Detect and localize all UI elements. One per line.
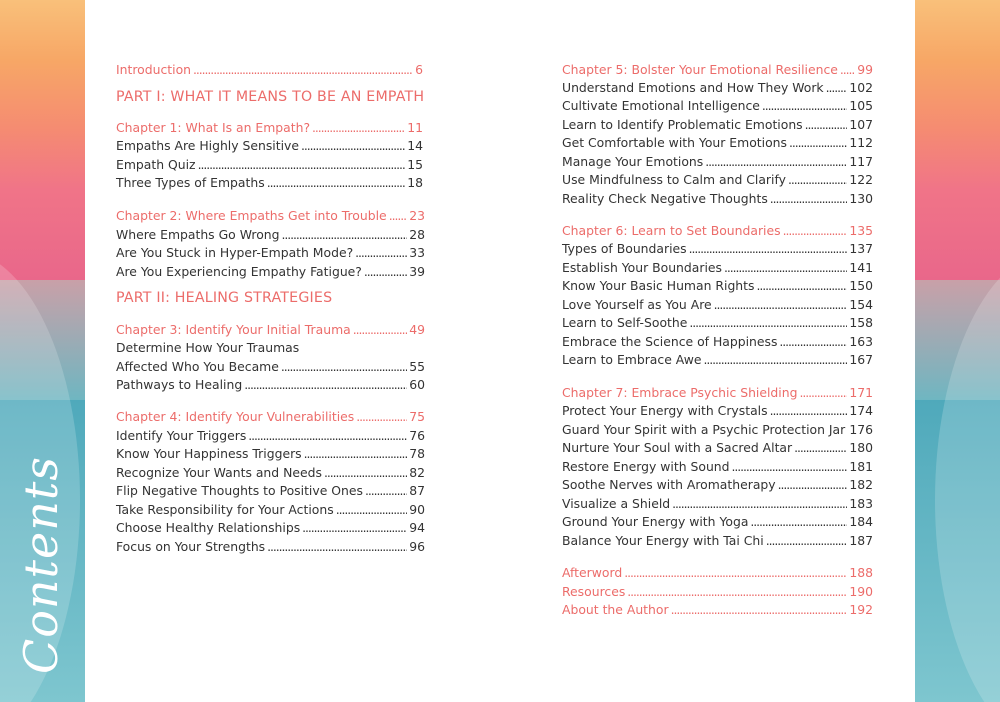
toc-entry[interactable]: Use Mindfulness to Calm and Clarify . . . 122 <box>562 172 873 187</box>
toc-entry[interactable]: Flip Negative Thoughts to Positive Ones . . . 87 <box>116 483 425 498</box>
toc-entry[interactable]: Ground Your Energy with Yoga . . . 184 <box>562 514 873 529</box>
toc-entry[interactable]: Affected Who You Became . . . 55 <box>116 359 425 374</box>
toc-entry[interactable]: Pathways to Healing . . . 60 <box>116 377 425 392</box>
toc-entry[interactable]: Learn to Identify Problematic Emotions . . . 107 <box>562 117 873 132</box>
toc-entry[interactable]: Learn to Embrace Awe . . . 167 <box>562 352 873 367</box>
toc-chapter-4[interactable]: Chapter 4: Identify Your Vulnerabilities . . . 75 <box>116 409 425 424</box>
toc-entry[interactable]: Establish Your Boundaries . . . 141 <box>562 260 873 275</box>
toc-entry-line[interactable]: Determine How Your Traumas <box>116 340 300 355</box>
toc-chapter-5[interactable]: Chapter 5: Bolster Your Emotional Resilience . . . 99 <box>562 62 873 77</box>
toc-entry[interactable]: Are You Stuck in Hyper-Empath Mode? . . . 33 <box>116 245 425 260</box>
toc-chapter-2[interactable]: Chapter 2: Where Empaths Get into Trouble . . . 23 <box>116 208 425 223</box>
toc-entry[interactable]: Take Responsibility for Your Actions . . . 90 <box>116 502 425 517</box>
toc-entry-introduction[interactable]: Introduction . . . 6 <box>116 62 423 77</box>
toc-entry[interactable]: Know Your Basic Human Rights . . . 150 <box>562 278 873 293</box>
toc-entry[interactable]: Visualize a Shield . . . 183 <box>562 496 873 511</box>
toc-entry[interactable]: Are You Experiencing Empathy Fatigue? . . . 39 <box>116 264 425 279</box>
toc-entry[interactable]: Love Yourself as You Are . . . 154 <box>562 297 873 312</box>
part-1-heading: PART I: WHAT IT MEANS TO BE AN EMPATH <box>116 89 425 105</box>
toc-entry[interactable]: Identify Your Triggers . . . 76 <box>116 428 425 443</box>
toc-entry[interactable]: Soothe Nerves with Aromatherapy . . . 182 <box>562 477 873 492</box>
toc-chapter-6[interactable]: Chapter 6: Learn to Set Boundaries . . . 135 <box>562 223 873 238</box>
toc-entry[interactable]: Choose Healthy Relationships . . . 94 <box>116 520 425 535</box>
toc-entry-about-the-author[interactable]: About the Author . . . 192 <box>562 602 873 617</box>
toc-entry[interactable]: Cultivate Emotional Intelligence . . . 105 <box>562 98 873 113</box>
contents-side-label: Contents <box>14 456 68 674</box>
toc-entry[interactable]: Empath Quiz . . . 15 <box>116 157 423 172</box>
toc-entry-resources[interactable]: Resources . . . 190 <box>562 584 873 599</box>
toc-entry[interactable]: Understand Emotions and How They Work . . . 102 <box>562 80 873 95</box>
toc-chapter-3[interactable]: Chapter 3: Identify Your Initial Trauma . . . 49 <box>116 322 425 337</box>
toc-entry[interactable]: Know Your Happiness Triggers . . . 78 <box>116 446 425 461</box>
right-decorative-stripe <box>915 0 1000 702</box>
toc-entry[interactable]: Focus on Your Strengths . . . 96 <box>116 539 425 554</box>
toc-entry[interactable]: Empaths Are Highly Sensitive . . . 14 <box>116 138 423 153</box>
toc-entry[interactable]: Embrace the Science of Happiness . . . 163 <box>562 334 873 349</box>
toc-entry[interactable]: Balance Your Energy with Tai Chi . . . 187 <box>562 533 873 548</box>
toc-chapter-7[interactable]: Chapter 7: Embrace Psychic Shielding . . . 171 <box>562 385 873 400</box>
toc-entry[interactable]: Guard Your Spirit with a Psychic Protection Jar . . . 176 <box>562 422 873 437</box>
toc-entry[interactable]: Where Empaths Go Wrong . . . 28 <box>116 227 425 242</box>
toc-entry[interactable]: Reality Check Negative Thoughts . . . 130 <box>562 191 873 206</box>
toc-entry[interactable]: Restore Energy with Sound . . . 181 <box>562 459 873 474</box>
part-2-heading: PART II: HEALING STRATEGIES <box>116 290 333 306</box>
toc-entry[interactable]: Nurture Your Soul with a Sacred Altar . . . 180 <box>562 440 873 455</box>
toc-entry-afterword[interactable]: Afterword . . . 188 <box>562 565 873 580</box>
toc-entry[interactable]: Types of Boundaries . . . 137 <box>562 241 873 256</box>
toc-entry[interactable]: Protect Your Energy with Crystals . . . 174 <box>562 403 873 418</box>
toc-chapter-1[interactable]: Chapter 1: What Is an Empath? . . . 11 <box>116 120 423 135</box>
toc-entry[interactable]: Manage Your Emotions . . . 117 <box>562 154 873 169</box>
toc-entry[interactable]: Get Comfortable with Your Emotions . . . 112 <box>562 135 873 150</box>
toc-entry[interactable]: Recognize Your Wants and Needs . . . 82 <box>116 465 425 480</box>
toc-entry[interactable]: Three Types of Empaths . . . 18 <box>116 175 423 190</box>
toc-entry[interactable]: Learn to Self-Soothe . . . 158 <box>562 315 873 330</box>
